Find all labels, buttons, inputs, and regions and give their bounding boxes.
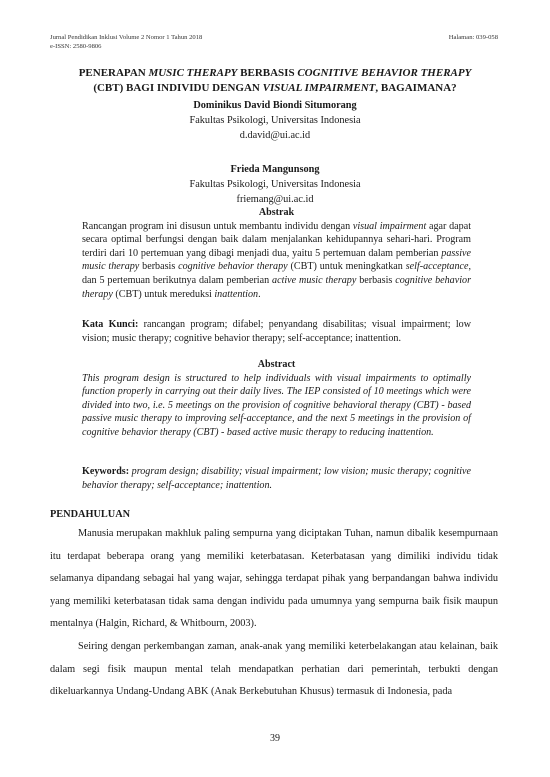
kata-kunci [82,318,471,345]
pendahuluan-paragraph: Seiring dengan perkembangan zaman, anak-anak yang memiliki keterbelakangan atau kelainan, baik dalam segi fisik maupun mental telah mendapatkan perhatian dari pemerintah, terbukti dengan dikeluarkannya Undang-Undang ABK (Anak Berkebutuhan Khusus) termasuk di Indonesia, pada [50,640,498,698]
author-email[interactable]: friemang@ui.ac.id [236,194,314,205]
abstract-heading: Abstract [257,359,296,370]
abstrak-body: Rancangan program ini disusun untuk membantu individu dengan visual impairment agar dapat secara optimal berfungsi dengan baik dalam menjalankan kehidupannya sehari-hari. Program terdiri dari 10 pertemuan yang dibagi menjadi dua, yaitu 5 pertemuan dalam pemberian passive music therapy berbasis cognitive behavior therapy (CBT) untuk meningkatkan self-acceptance, dan 5 pertemuan berikutnya dalam pemberian active music therapy berbasis cognitive behavior therapy (CBT) untuk mereduksi inattention. [82,220,472,300]
author-affiliation: Fakultas Psikologi, Universitas Indonesia [189,115,361,126]
author-name: Dominikus David Biondi Situmorang [193,100,357,111]
pendahuluan-section [50,509,498,704]
journal-name: Jurnal Pendidikan Inklusi Volume 2 Nomor 1 Tahun 2018 [50,34,203,41]
author-block [55,98,495,143]
kata-kunci-text: rancangan program; difabel; penyandang disabilitas; visual impairment; low vision; music therapy; cognitive behavior therapy; self-acceptance; inattention. [82,319,472,344]
author-block [55,162,495,207]
issn: e-ISSN: 2580-9806 [50,43,102,50]
running-header [50,33,498,51]
keywords-label: Keywords: [82,466,130,477]
page-range: Halaman: 039-058 [448,34,498,41]
keywords-text: program design; disability; visual impairment; low vision; music therapy; cognitive behavior therapy; self-acceptance; inattention. [82,466,471,491]
author-affiliation: Fakultas Psikologi, Universitas Indonesia [189,179,361,190]
author-email[interactable]: d.david@ui.ac.id [239,130,311,141]
pendahuluan-heading: PENDAHULUAN [50,509,131,520]
abstract-body: This program design is structured to help individuals with visual impairments to optimally function properly in carrying out their daily lives. The IEP consisted of 10 meetings which were divided into two, i.e. 5 meetings on the provision of cognitive behavioral therapy (CBT) - based passive music therapy to improving self-acceptance, and the next 5 meetings in the provision of cognitive behavior therapy (CBT) - based active music therapy to reducing inattention. [82,372,471,438]
paper-title: PENERAPAN MUSIC THERAPY BERBASIS COGNITIVE BEHAVIOR THERAPY (CBT) BAGI INDIVIDU DENGAN VISUAL IMPAIRMENT, BAGAIMANA? [78,67,472,94]
author-name: Frieda Mangunsong [230,164,320,175]
abstrak-heading: Abstrak [258,207,295,218]
page-number: 39 [270,733,280,744]
abstrak-section [82,206,471,301]
abstract-section [82,358,471,440]
kata-kunci-label: Kata Kunci: [82,319,139,330]
keywords [82,465,471,492]
pendahuluan-paragraph: Manusia merupakan makhluk paling sempurna yang diciptakan Tuhan, namun dibalik kesempurnaan itu terdapat beberapa orang yang memiliki keterbatasan. Keterbatasan yang dimiliki individu tidak selamanya dipandang sebagai hal yang wajar, sehingga terdapat pihak yang berpandangan bahwa individu yang memiliki keterbatasan tidak sama dengan individu pada umumnya yang sempurna baik fisik maupun mentalnya (Halgin, Richard, & Whitbourn, 2003). [50,528,498,630]
